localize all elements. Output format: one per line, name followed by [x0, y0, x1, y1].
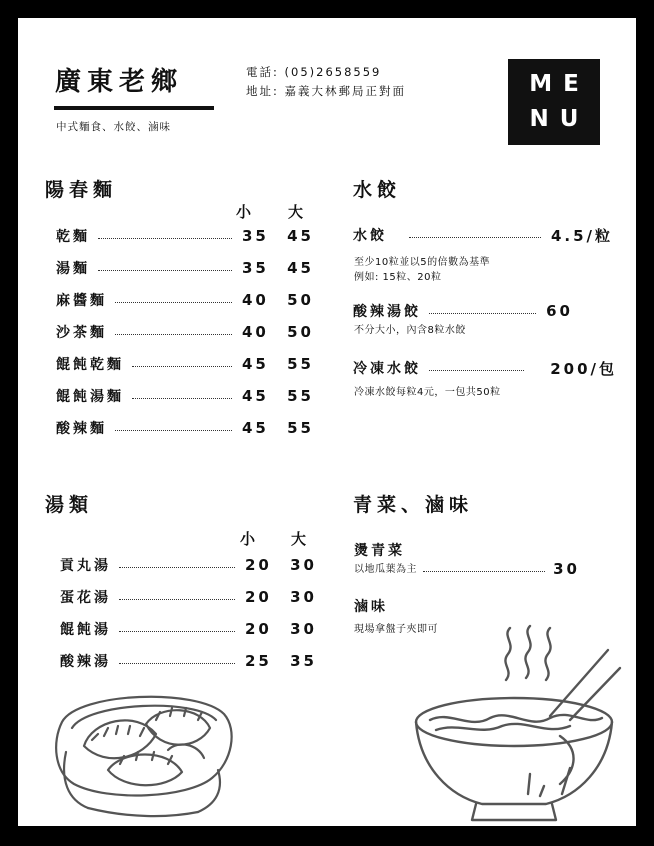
menu-badge	[508, 59, 600, 145]
leader-dots	[119, 599, 235, 600]
list-item	[56, 354, 314, 374]
price-small: 45	[242, 355, 269, 373]
leader-dots	[115, 334, 232, 335]
item-name: 沙茶麵	[56, 325, 107, 341]
noodles-col-small: 小	[236, 203, 252, 221]
leader-dots	[119, 567, 235, 568]
list-item	[60, 651, 317, 671]
veg-section-title: 青菜、滷味	[353, 494, 474, 516]
item-name: 蛋花湯	[60, 590, 111, 606]
item-price: 200/包	[550, 359, 617, 378]
price-large: 45	[287, 259, 314, 277]
leader-dots	[429, 370, 524, 371]
item-name: 餛飩湯	[60, 622, 111, 638]
price-large: 55	[287, 419, 314, 437]
price-small: 20	[245, 556, 272, 574]
price-small: 35	[242, 259, 269, 277]
soups-col-large: 大	[291, 530, 307, 548]
dumplings-list	[353, 301, 573, 321]
list-item	[60, 587, 317, 607]
item-name: 酸辣湯餃	[353, 304, 421, 320]
price-small: 45	[242, 419, 269, 437]
noodles-col-large: 大	[288, 203, 304, 221]
item-name: 酸辣湯	[60, 654, 111, 670]
item-note: 以地瓜葉為主	[354, 563, 417, 575]
soups-list	[60, 555, 317, 671]
list-item	[353, 301, 573, 321]
leader-dots	[119, 631, 235, 632]
price-small: 45	[242, 387, 269, 405]
dumplings-section-title: 水餃	[353, 179, 402, 201]
list-item	[56, 386, 314, 406]
leader-dots	[115, 430, 232, 431]
price-large: 50	[287, 323, 314, 341]
leader-dots	[423, 571, 545, 572]
frozen-dumpling-note: 冷凍水餃每粒4元，一包共50粒	[354, 387, 501, 398]
price-small: 25	[245, 652, 272, 670]
price-large: 50	[287, 291, 314, 309]
price-small: 20	[245, 588, 272, 606]
price-large: 30	[290, 620, 317, 638]
list-item	[354, 540, 405, 560]
shop-tagline: 中式麵食、水餃、滷味	[56, 121, 171, 133]
price-small: 40	[242, 291, 269, 309]
noodles-section-title: 陽春麵	[45, 179, 118, 201]
menu-badge-line1: ME	[529, 71, 590, 97]
list-item	[56, 226, 314, 246]
item-name: 乾麵	[56, 229, 90, 245]
price-small: 40	[242, 323, 269, 341]
item-name: 麻醬麵	[56, 293, 107, 309]
price-small: 20	[245, 620, 272, 638]
leader-dots	[115, 302, 232, 303]
leader-dots	[132, 398, 232, 399]
list-item	[60, 555, 317, 575]
item-price: 4.5/粒	[550, 226, 613, 245]
menu-page	[18, 18, 636, 826]
list-item	[56, 258, 314, 278]
item-name: 餛飩乾麵	[56, 357, 124, 373]
leader-dots	[132, 366, 232, 367]
item-name: 貢丸湯	[60, 558, 111, 574]
list-item	[353, 225, 613, 245]
leader-dots	[119, 663, 235, 664]
list-item-detail	[354, 560, 580, 578]
list-item	[56, 418, 314, 438]
phone-text: 電話: (05)2658559	[246, 65, 382, 79]
list-item	[56, 322, 314, 342]
list-item	[60, 619, 317, 639]
dumpling-note: 至少10粒並以5的倍數為基準	[354, 257, 491, 268]
price-large: 35	[290, 652, 317, 670]
noodle-bowl-illustration	[410, 618, 622, 826]
list-item	[353, 358, 617, 378]
list-item	[354, 596, 388, 616]
item-price: 30	[553, 560, 580, 578]
item-price: 60	[546, 302, 573, 320]
leader-dots	[429, 313, 536, 314]
price-large: 30	[290, 556, 317, 574]
leader-dots	[409, 237, 541, 238]
dumpling-note-example: 例如: 15粒、20粒	[354, 272, 442, 283]
item-name: 餛飩湯麵	[56, 389, 124, 405]
list-item	[56, 290, 314, 310]
soups-section-title: 湯類	[45, 494, 94, 516]
item-name: 燙青菜	[354, 543, 405, 559]
price-small: 35	[242, 227, 269, 245]
item-name: 滷味	[354, 599, 388, 615]
price-large: 45	[287, 227, 314, 245]
address-text: 地址: 嘉義大林郵局正對面	[246, 84, 407, 98]
item-name: 酸辣麵	[56, 421, 107, 437]
leader-dots	[98, 238, 232, 239]
item-name: 冷凍水餃	[353, 361, 421, 377]
menu-badge-line2: NU	[529, 106, 590, 132]
dumpling-basket-illustration	[48, 680, 238, 820]
title-underline	[54, 106, 214, 110]
shop-name: 廣東老鄉	[55, 67, 184, 97]
dumplings-list	[353, 225, 613, 245]
item-name: 水餃	[353, 228, 387, 244]
item-note: 現場拿盤子夾即可	[354, 624, 438, 635]
price-large: 55	[287, 355, 314, 373]
soups-col-small: 小	[240, 530, 256, 548]
noodles-list	[56, 226, 314, 438]
price-large: 55	[287, 387, 314, 405]
leader-dots	[98, 270, 232, 271]
hot-sour-dumpling-note: 不分大小，內含8粒水餃	[354, 325, 466, 336]
item-name: 湯麵	[56, 261, 90, 277]
dumplings-list	[353, 358, 617, 378]
price-large: 30	[290, 588, 317, 606]
